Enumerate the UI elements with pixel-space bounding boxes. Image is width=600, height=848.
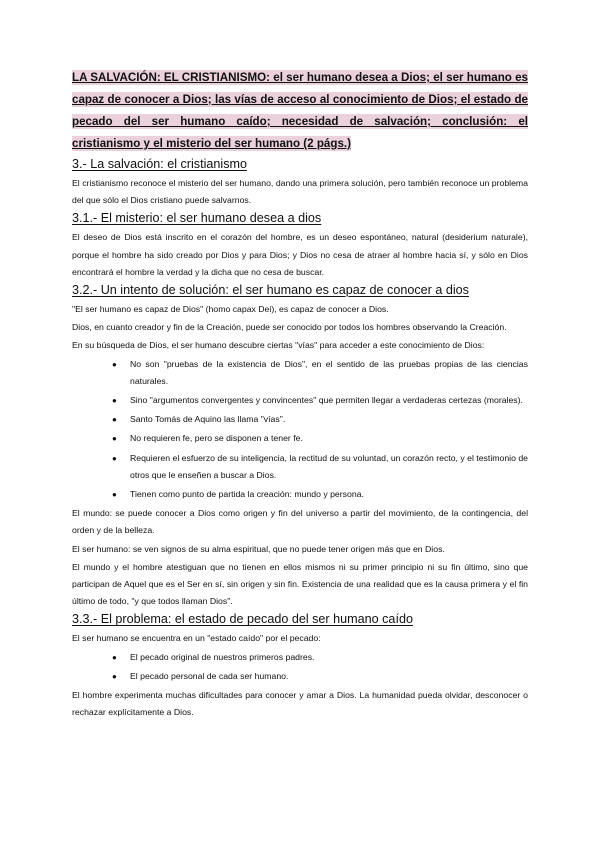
section-3-2-paragraph-4: El mundo: se puede conocer a Dios como origen y fin del universo a partir del movimiento, de la contingencia, del orden y de la belleza. — [72, 508, 528, 536]
section-3-2-paragraph-5: El ser humano: se ven signos de su alma espiritual, que no puede tener origen más que en Dios. — [72, 543, 445, 554]
vias-bullet-list — [72, 356, 528, 504]
section-3-3-paragraph-1: El ser humano se encuentra en un "estado caído" por el pecado: — [72, 633, 321, 644]
list-item: ● Santo Tomás de Aquino las llama "vías". — [112, 411, 528, 428]
bullet-icon: ● — [112, 652, 117, 662]
bullet-icon: ● — [112, 453, 117, 463]
section-3-2-paragraph-1: "El ser humano es capaz de Dios" (homo capax Dei), es capaz de conocer a Dios. — [72, 304, 389, 315]
bullet-icon: ● — [112, 359, 117, 369]
list-item: ● No son "pruebas de la existencia de Dios", en el sentido de las pruebas propias de las ciencias naturales. — [112, 356, 528, 390]
section-3-1-heading: 3.1.- El misterio: el ser humano desea a dios — [72, 211, 322, 226]
pecado-bullet-list — [72, 649, 528, 685]
bullet-icon: ● — [112, 434, 117, 444]
bullet-icon: ● — [112, 671, 117, 681]
section-3-3-heading: 3.3.- El problema: el estado de pecado del ser humano caído — [72, 612, 413, 627]
section-3-3-paragraph-2: El hombre experimenta muchas dificultades para conocer y amar a Dios. La humanidad pueda olvidar, desconocer o rechazar explícitamente a Dios. — [72, 690, 528, 718]
list-item: ● Sino "argumentos convergentes y convincentes" que permiten llegar a verdaderas certezas (morales). — [112, 392, 528, 409]
bullet-icon: ● — [112, 396, 117, 406]
section-3-2-paragraph-6: El mundo y el hombre atestiguan que no tienen en ellos mismos ni su primer principio ni su fin último, sino que participan de Aquel que es el Ser en sí, sin origen y sin fin. Existencia de una realidad que es la causa primera y el fin último de todo, "y que todos llaman Dios". — [72, 561, 528, 607]
section-3-1-paragraph: El deseo de Dios está inscrito en el corazón del hombre, es un deseo espontáneo, natural (desiderium naturale), porque el hombre ha sido creado por Dios y para Dios; y Dios no cesa de atraer al hombre hacia sí, y sólo en Dios encontrará el hombre la verdad y la dicha que no cesa de buscar. — [72, 232, 528, 277]
list-item: ● El pecado original de nuestros primeros padres. — [112, 649, 528, 666]
list-item: ● No requieren fe, pero se disponen a tener fe. — [112, 430, 528, 447]
section-3-heading: 3.- La salvación: el cristianismo — [72, 157, 247, 171]
section-3-2-heading: 3.2.- Un intento de solución: el ser humano es capaz de conocer a dios — [72, 283, 469, 298]
title-text: LA SALVACIÓN: EL CRISTIANISMO: el ser humano desea a Dios; el ser humano es capaz de conocer a Dios; las vías de acceso al conocimiento de Dios; el estado de pecado del ser humano caído; necesidad de salvación; conclusión: el cristianismo y el misterio del ser humano (2 págs.) — [72, 71, 528, 150]
list-item: ● El pecado personal de cada ser humano. — [112, 668, 528, 685]
section-3-2-paragraph-3: En su búsqueda de Dios, el ser humano descubre ciertas "vías" para acceder a este conocimiento de Dios: — [72, 340, 485, 351]
bullet-icon: ● — [112, 490, 117, 500]
list-item: ● Tienen como punto de partida la creación: mundo y persona. — [112, 486, 528, 503]
list-item: ● Requieren el esfuerzo de su inteligencia, la rectitud de su voluntad, un corazón recto, y el testimonio de otros que le enseñen a buscar a Dios. — [112, 450, 528, 484]
section-3-2-paragraph-2: Dios, en cuanto creador y fin de la Creación, puede ser conocido por todos los hombres observando la Creación. — [72, 322, 507, 333]
document-title — [72, 67, 528, 155]
bullet-icon: ● — [112, 415, 117, 425]
section-3-paragraph: El cristianismo reconoce el misterio del ser humano, dando una primera solución, pero también reconoce un problema del que sólo el Dios cristiano puede salvarnos. — [72, 178, 528, 206]
